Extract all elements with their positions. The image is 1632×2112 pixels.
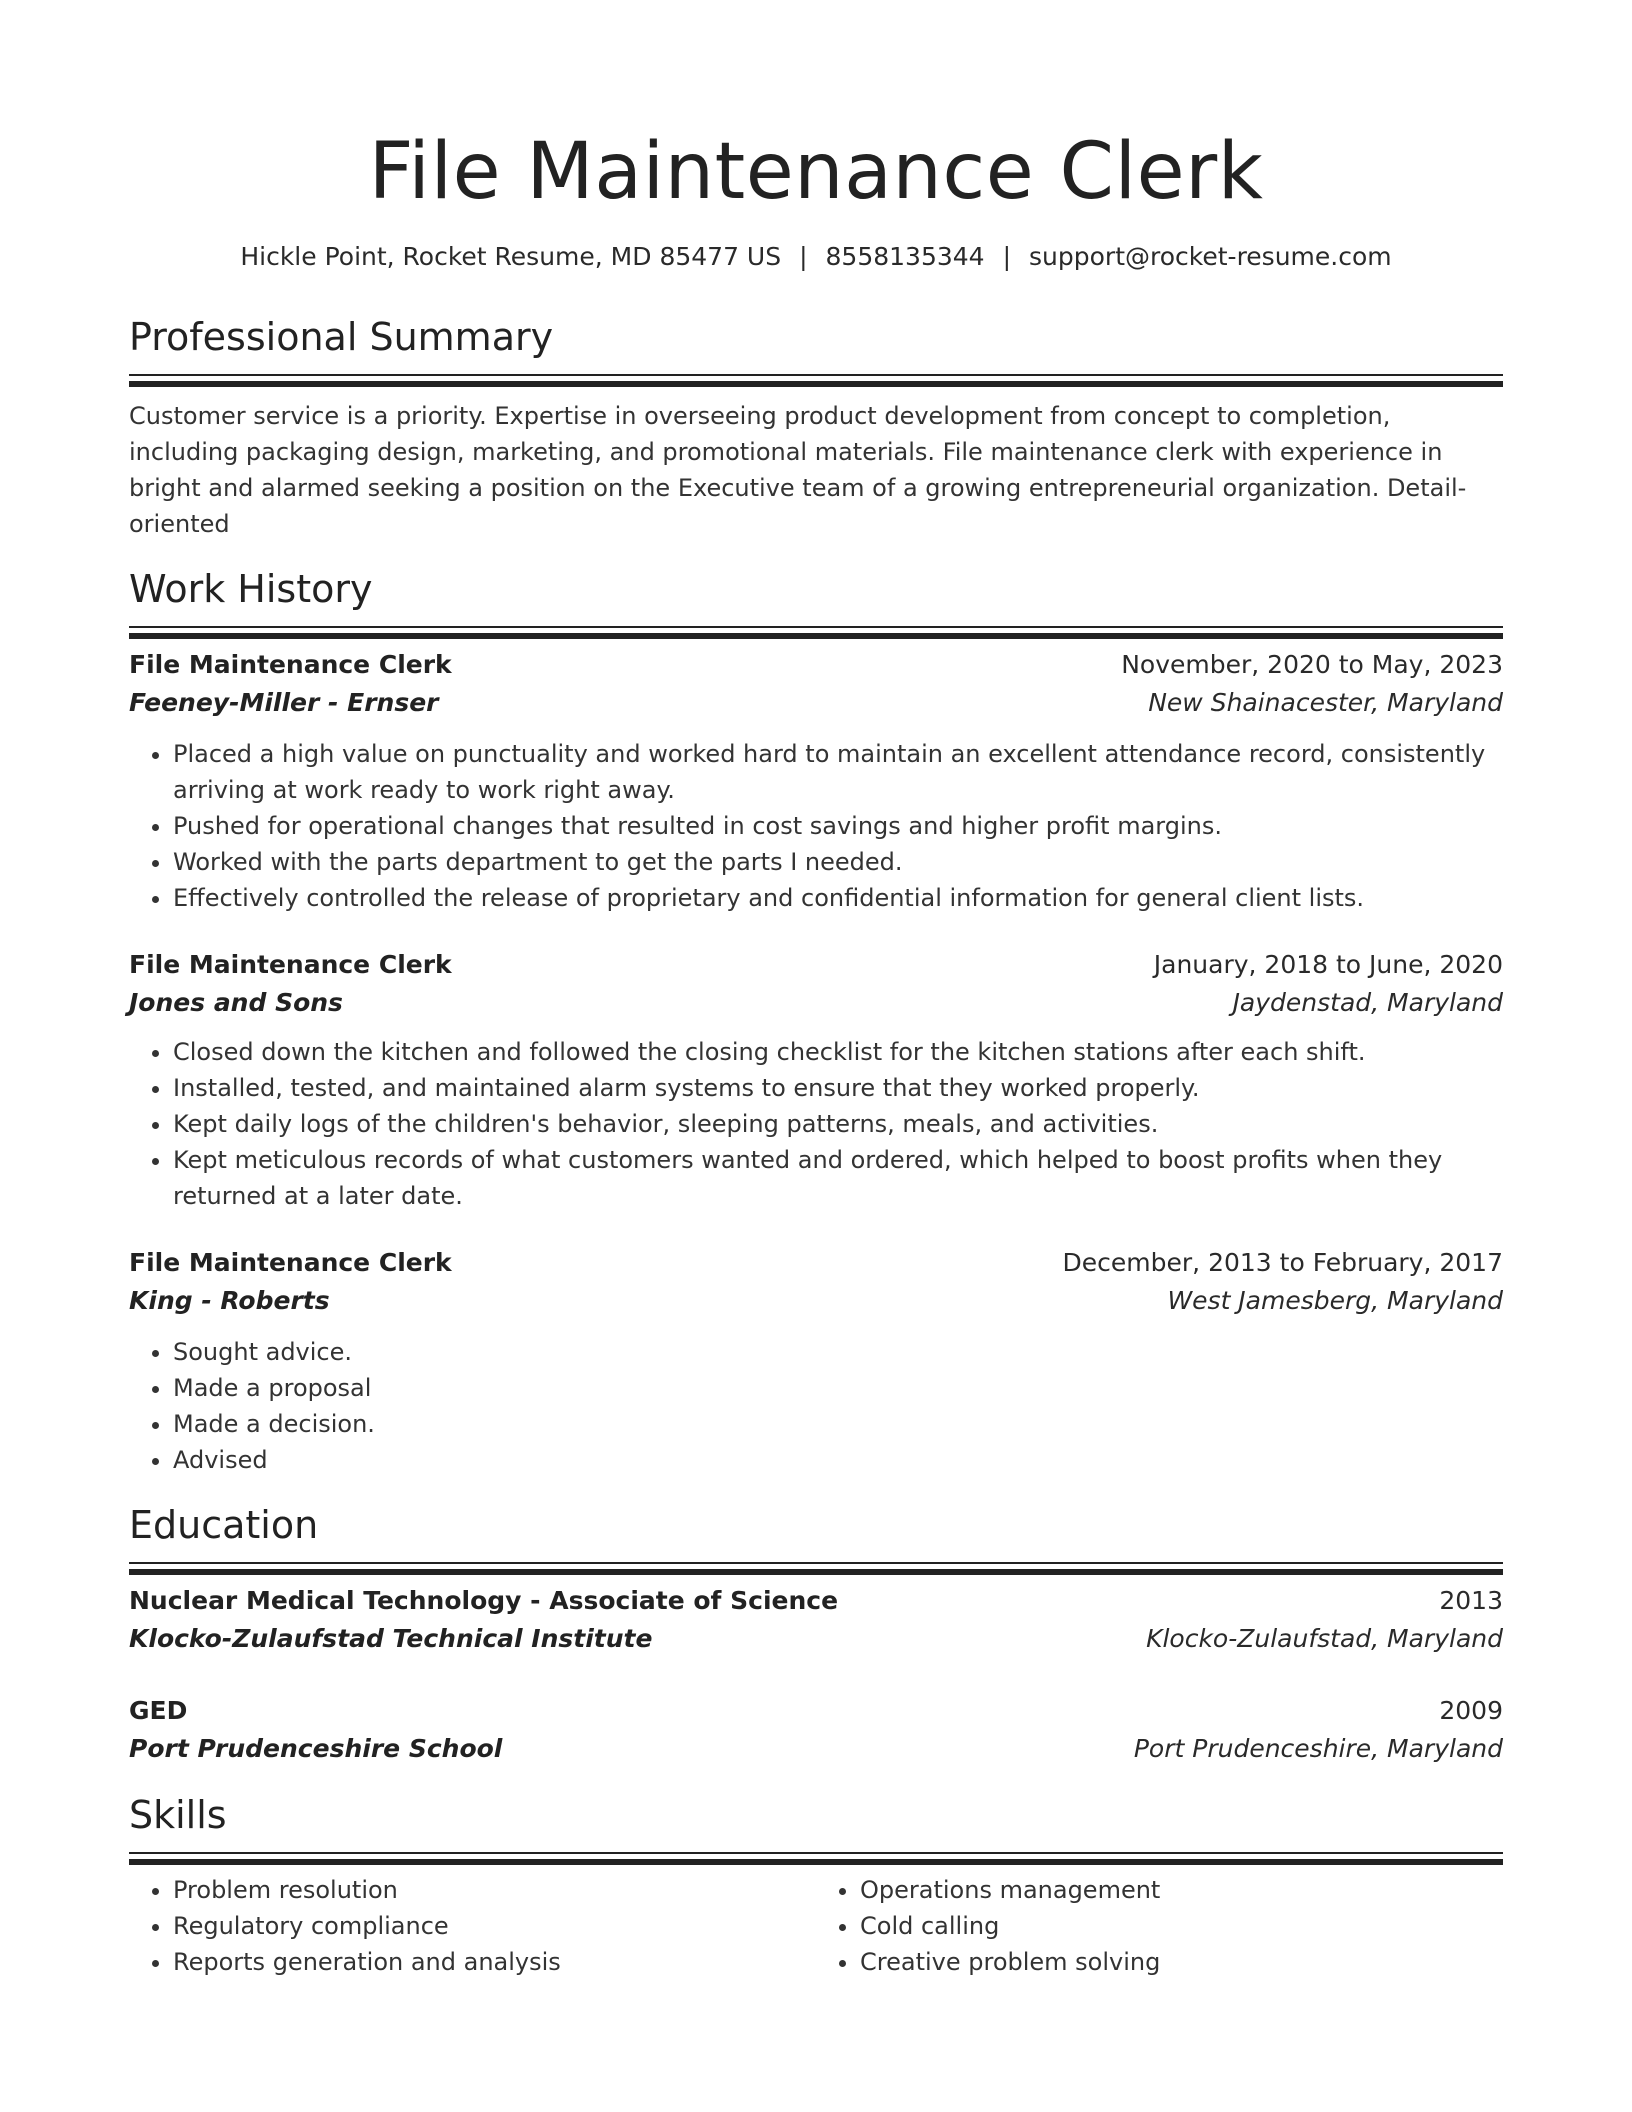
summary-section (129, 312, 1503, 542)
work-history-section (129, 564, 1503, 1478)
education-entry (129, 1582, 1503, 1658)
skill-item: • Cold calling (860, 1908, 1503, 1944)
job-title: File Maintenance Clerk (129, 950, 452, 979)
list-item: • Sought advice. (173, 1334, 1503, 1370)
education-year: 2009 (1439, 1696, 1503, 1725)
job-dates: January, 2018 to June, 2020 (1153, 950, 1503, 979)
list-item: • Pushed for operational changes that resulted in cost savings and higher profit margins. (173, 808, 1503, 844)
contact-email: support@rocket-resume.com (1029, 242, 1392, 271)
contact-separator: | (799, 242, 808, 271)
education-year: 2013 (1439, 1586, 1503, 1615)
education-entry (129, 1692, 1503, 1768)
job-location: Jaydenstad, Maryland (1232, 988, 1503, 1017)
education-degree: Nuclear Medical Technology - Associate of Science (129, 1586, 839, 1615)
list-item: • Effectively controlled the release of proprietary and confidential information for general client lists. (173, 880, 1503, 916)
list-item: • Placed a high value on punctuality and worked hard to maintain an excellent attendance record, consistently arriving at work ready to work right away. (173, 736, 1503, 808)
skill-item: • Problem resolution (173, 1872, 816, 1908)
job-title: File Maintenance Clerk (129, 1248, 452, 1277)
contact-line (129, 240, 1503, 274)
skills-list (129, 1872, 816, 1980)
list-item: • Installed, tested, and maintained alarm systems to ensure that they worked properly. (173, 1070, 1503, 1106)
education-location: Port Prudenceshire, Maryland (1133, 1734, 1503, 1763)
section-divider (129, 1562, 1503, 1564)
section-divider (129, 626, 1503, 628)
list-item: • Worked with the parts department to get the parts I needed. (173, 844, 1503, 880)
skills-grid (129, 1872, 1503, 1980)
education-section (129, 1500, 1503, 1768)
contact-address: Hickle Point, Rocket Resume, MD 85477 US (240, 242, 782, 271)
job-location: New Shainacester, Maryland (1148, 688, 1503, 717)
skills-section (129, 1790, 1503, 1980)
skills-column-left (129, 1872, 816, 1980)
skill-item: • Reports generation and analysis (173, 1944, 816, 1980)
job-company: Jones and Sons (129, 988, 343, 1017)
contact-phone: 8558135344 (825, 242, 985, 271)
job-company: Feeney-Miller - Ernser (129, 688, 439, 717)
job-entry (129, 646, 1503, 916)
contact-separator: | (1002, 242, 1012, 271)
job-location: West Jamesberg, Maryland (1167, 1286, 1503, 1315)
section-title-education: Education (129, 1503, 319, 1547)
list-item: • Closed down the kitchen and followed the closing checklist for the kitchen stations after each shift. (173, 1034, 1503, 1070)
section-title-work-history: Work History (129, 567, 373, 611)
job-bullets (129, 736, 1503, 916)
education-location: Klocko-Zulaufstad, Maryland (1146, 1624, 1503, 1653)
resume-name: File Maintenance Clerk (368, 127, 1264, 217)
list-item: • Advised (173, 1442, 1503, 1478)
job-entry (129, 946, 1503, 1214)
list-item: • Made a decision. (173, 1406, 1503, 1442)
education-school: Klocko-Zulaufstad Technical Institute (129, 1624, 653, 1653)
section-divider (129, 374, 1503, 376)
skills-list (816, 1872, 1503, 1980)
job-bullets (129, 1034, 1503, 1214)
list-item: • Made a proposal (173, 1370, 1503, 1406)
section-title-summary: Professional Summary (129, 315, 554, 359)
job-dates: December, 2013 to February, 2017 (1062, 1248, 1503, 1277)
skill-item: • Regulatory compliance (173, 1908, 816, 1944)
job-entry (129, 1244, 1503, 1478)
skill-item: • Creative problem solving (860, 1944, 1503, 1980)
skill-item: • Operations management (860, 1872, 1503, 1908)
education-school: Port Prudenceshire School (129, 1734, 503, 1763)
section-divider (129, 1852, 1503, 1854)
summary-text: Customer service is a priority. Expertise in overseeing product development from concept to completion, including packaging design, marketing, and promotional materials. File maintenance clerk with experience in bright and alarmed seeking a position on the Executive team of a growing entrepreneurial organization. Detail-oriented (129, 402, 1467, 538)
job-company: King - Roberts (129, 1286, 330, 1315)
education-degree: GED (129, 1696, 188, 1725)
section-title-skills: Skills (129, 1793, 227, 1837)
skills-column-right (816, 1872, 1503, 1980)
job-bullets (129, 1334, 1503, 1478)
list-item: • Kept daily logs of the children's behavior, sleeping patterns, meals, and activities. (173, 1106, 1503, 1142)
job-dates: November, 2020 to May, 2023 (1121, 650, 1503, 679)
list-item: • Kept meticulous records of what customers wanted and ordered, which helped to boost profits when they returned at a later date. (173, 1142, 1503, 1214)
job-title: File Maintenance Clerk (129, 650, 452, 679)
